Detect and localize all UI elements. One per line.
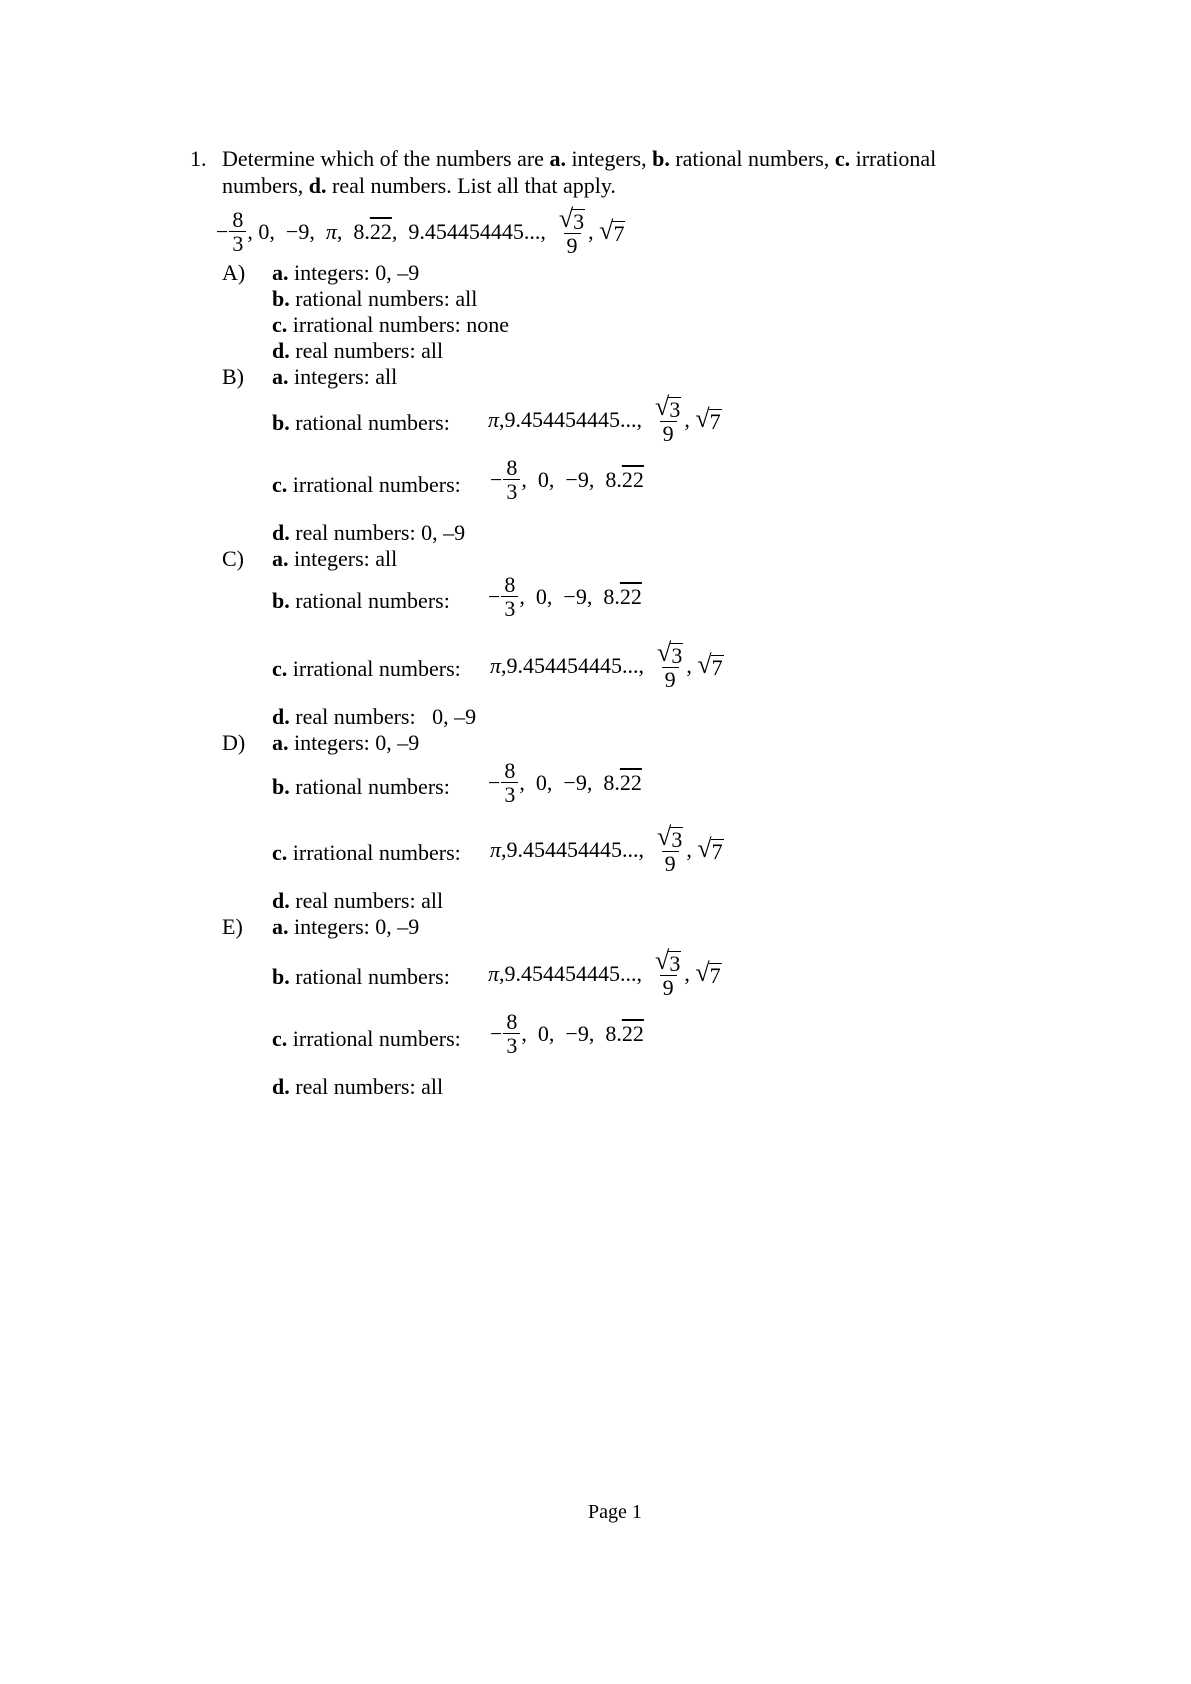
option-b-real: d. real numbers: 0, –9 <box>272 520 466 545</box>
option-d-irrational-expr: π ,9.454454445..., √ 3 9 , √ 7 <box>490 822 723 876</box>
option-e-real: d. real numbers: all <box>272 1074 444 1099</box>
sqrt-7: √ 7 <box>599 216 625 246</box>
option-label-e: E) <box>222 914 243 939</box>
fraction-sqrt3-9: √ 3 9 <box>558 204 585 258</box>
option-c-rational-label: b. rational numbers: <box>272 588 450 613</box>
option-d-irrational-label: c. irrational numbers: <box>272 840 461 865</box>
option-d-rational-label: b. rational numbers: <box>272 774 450 799</box>
option-label-b: B) <box>222 364 244 389</box>
option-b-rational-label: b. rational numbers: <box>272 410 450 435</box>
option-b-rational-expr: π ,9.454454445..., √ 3 9 , √ 7 <box>488 392 721 446</box>
number-set: − $\frac{8}{3}$ , 0, −9, π , 8. 22 , 9.454454445..., √ 3 9 , √ 7 <box>216 204 625 258</box>
option-d-integers: a. integers: 0, –9 <box>272 730 420 755</box>
option-d-real: d. real numbers: all <box>272 888 444 913</box>
option-label-a: A) <box>222 260 246 285</box>
option-c-rational-expr: − $\frac{8}{3}$ , 0, −9, 8. 22 <box>488 572 642 621</box>
option-e-irrational-expr: − $\frac{8}{3}$ , 0, −9, 8. 22 <box>490 1009 644 1058</box>
option-e-rational-label: b. rational numbers: <box>272 964 450 989</box>
option-c-irrational-expr: π ,9.454454445..., √ 3 9 , √ 7 <box>490 638 723 692</box>
option-b-integers: a. integers: all <box>272 364 398 389</box>
option-a-integers: a. integers: 0, –9 <box>272 260 420 285</box>
option-c-integers: a. integers: all <box>272 546 398 571</box>
option-d-rational-expr: − $\frac{8}{3}$ , 0, −9, 8. 22 <box>488 758 642 807</box>
option-label-c: C) <box>222 546 244 571</box>
option-e-irrational-label: c. irrational numbers: <box>272 1026 461 1051</box>
question-text-line1: Determine which of the numbers are a. integers, b. rational numbers, c. irrational <box>222 146 937 171</box>
option-a-irrational: c. irrational numbers: none <box>272 312 510 337</box>
option-e-rational-expr: π ,9.454454445..., √ 3 9 , √ 7 <box>488 946 721 1000</box>
option-c-irrational-label: c. irrational numbers: <box>272 656 461 681</box>
option-b-irrational-expr: − $\frac{8}{3}$ , 0, −9, 8. 22 <box>490 455 644 504</box>
option-e-integers: a. integers: 0, –9 <box>272 914 420 939</box>
fraction-8-3: $\frac{8}{3}$ <box>229 209 246 255</box>
option-a-rational: b. rational numbers: all <box>272 286 478 311</box>
question-number: 1. <box>190 146 207 171</box>
option-c-real: d. real numbers: 0, –9 <box>272 704 477 729</box>
question-text-line2: numbers, d. real numbers. List all that apply. <box>222 173 616 198</box>
option-a-real: d. real numbers: all <box>272 338 444 363</box>
option-label-d: D) <box>222 730 246 755</box>
option-b-irrational-label: c. irrational numbers: <box>272 472 461 497</box>
page-number: Page 1 <box>588 1501 642 1523</box>
